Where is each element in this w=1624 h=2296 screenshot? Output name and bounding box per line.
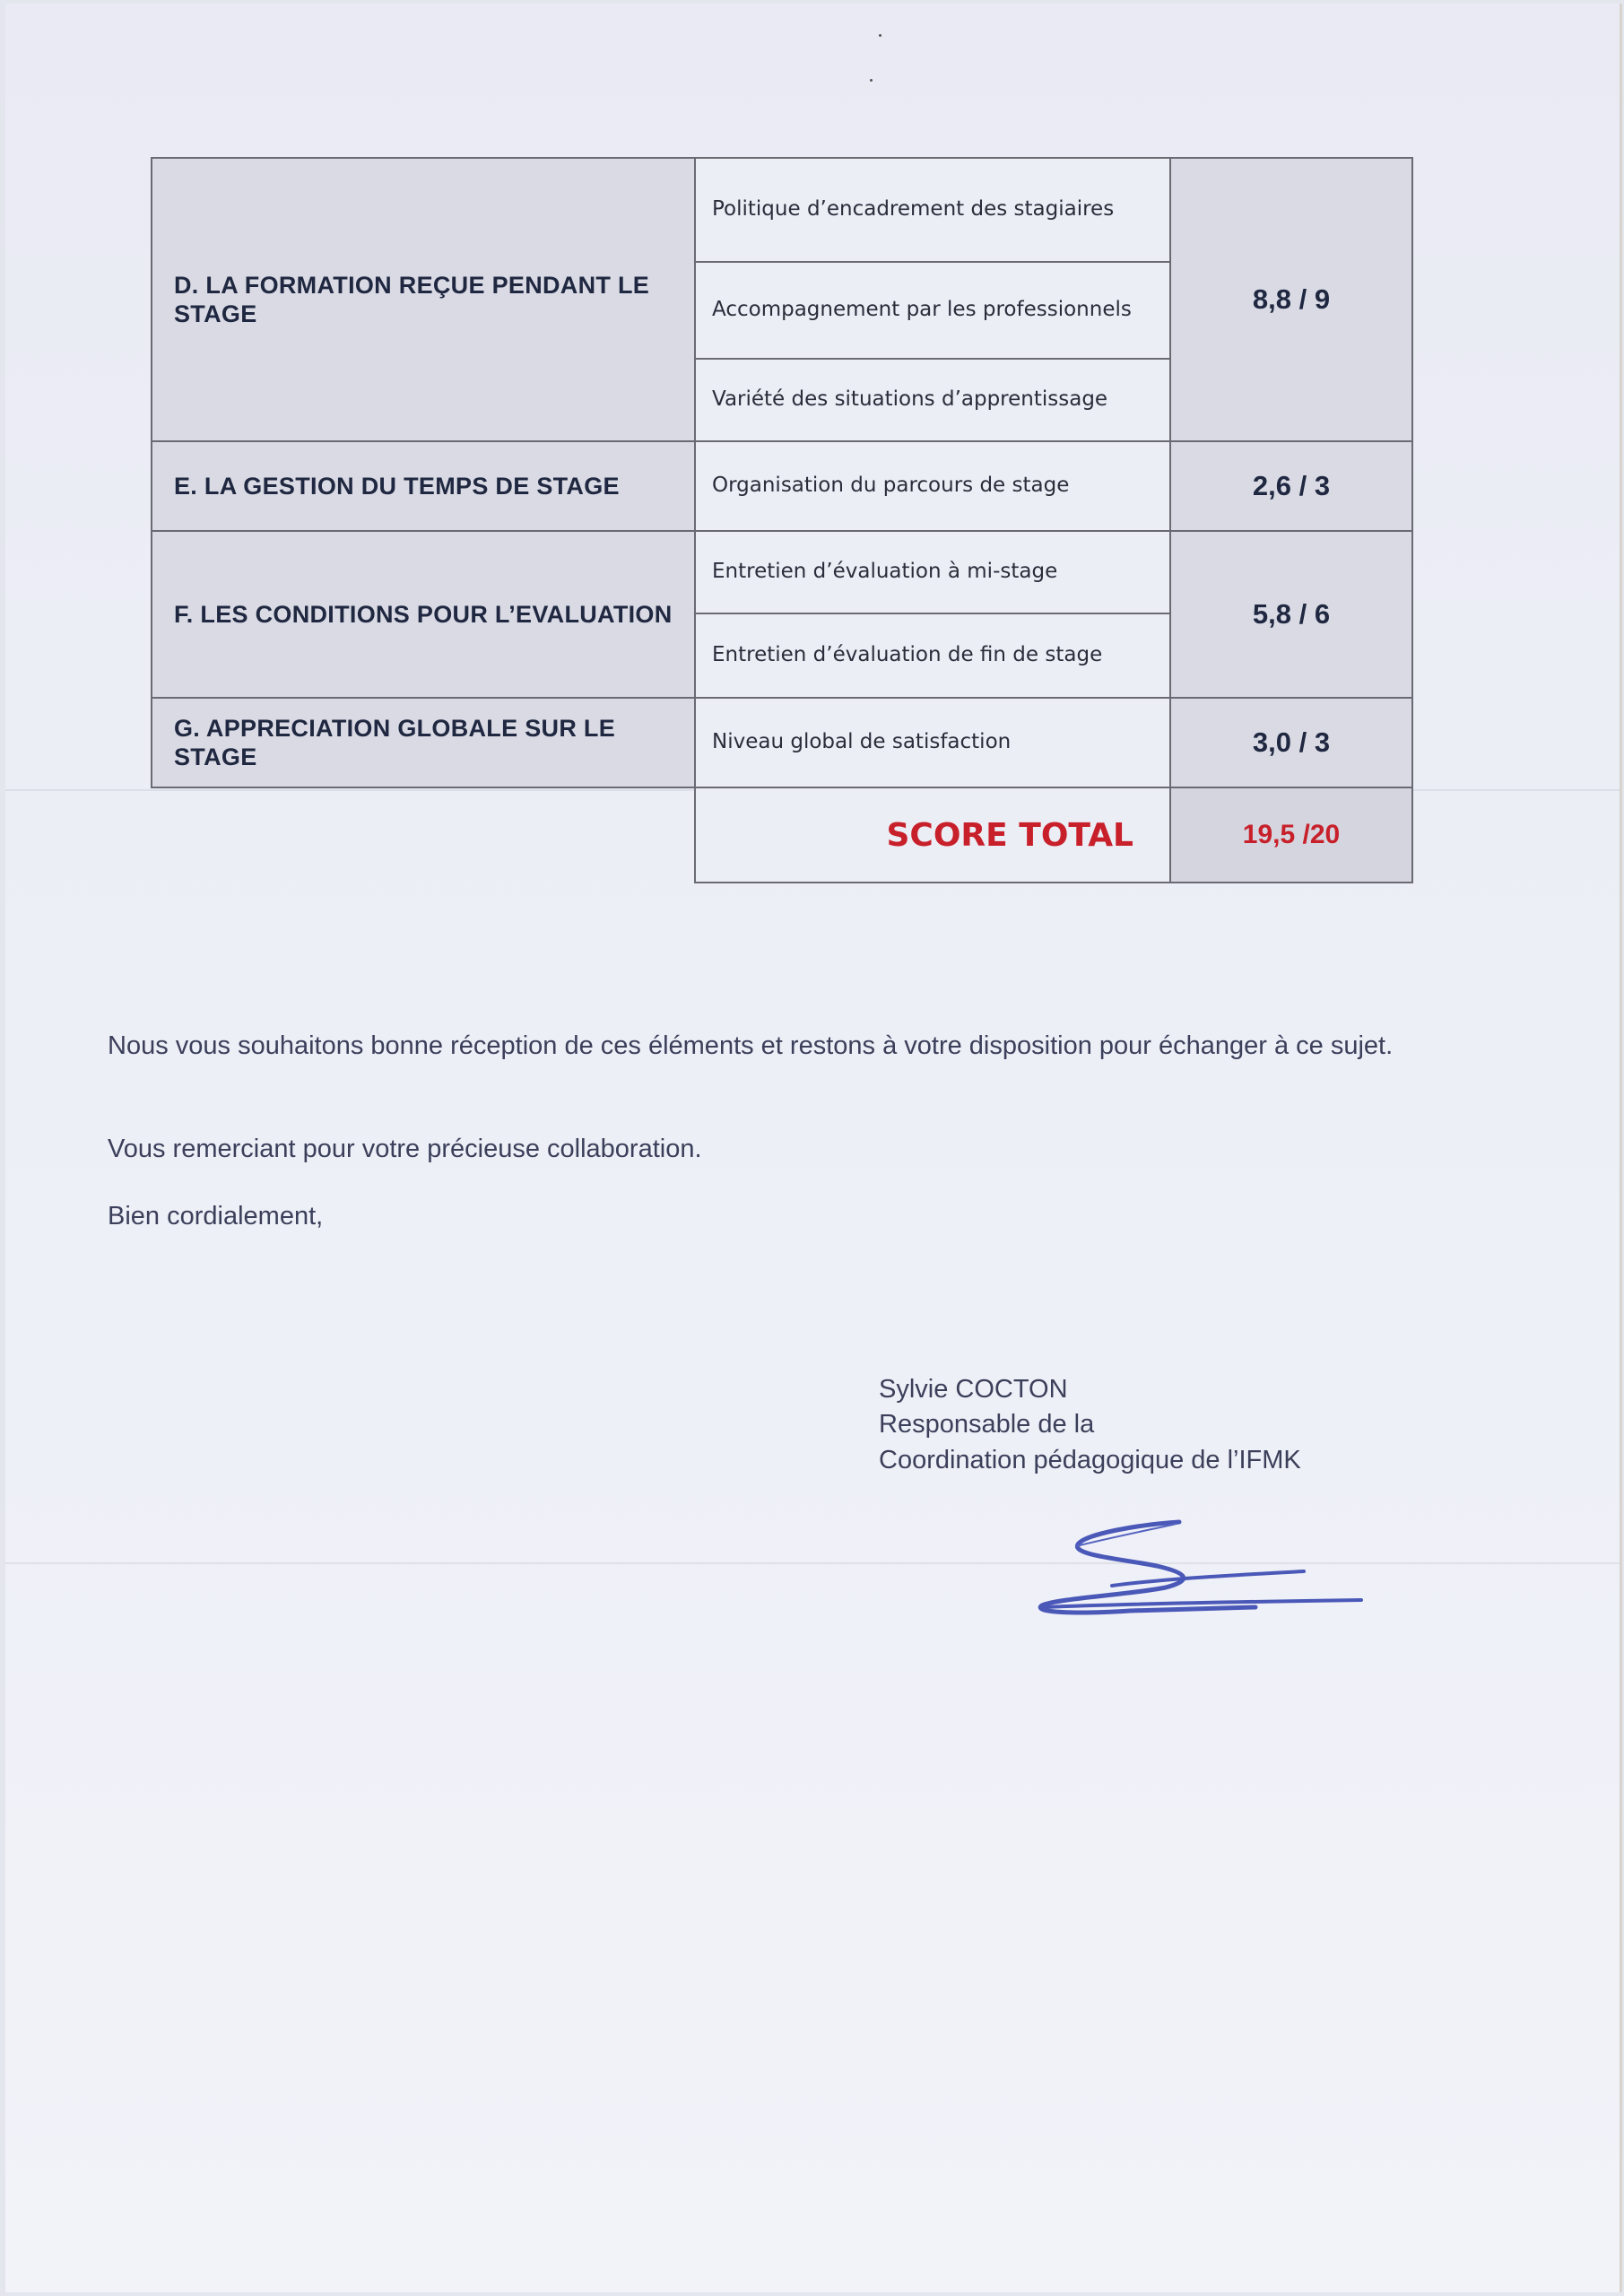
thanks-paragraph: Vous remerciant pour votre précieuse collaboration. xyxy=(108,1135,702,1163)
category-f xyxy=(152,531,695,698)
salutation: Bien cordialement, xyxy=(108,1202,324,1231)
score-e: 2,6 / 3 xyxy=(1170,441,1412,531)
criterion-label: Politique d’encadrement des stagiaires xyxy=(712,197,1115,222)
criterion-label: Organisation du parcours de stage xyxy=(712,474,1070,498)
criterion-label: Entretien d’évaluation de fin de stage xyxy=(712,643,1103,667)
paper-speck xyxy=(879,34,881,37)
table-row-e xyxy=(152,441,1412,531)
criterion-label: Entretien d’évaluation à mi-stage xyxy=(712,560,1058,584)
category-e-label: E. LA GESTION DU TEMPS DE STAGE xyxy=(174,472,620,500)
signatory-title-line1: Responsable de la xyxy=(879,1410,1095,1439)
handwritten-signature xyxy=(1022,1507,1381,1632)
criterion-label: Niveau global de satisfaction xyxy=(712,730,1012,754)
criterion-label: Accompagnement par les professionnels xyxy=(712,298,1132,322)
category-g-label: G. APPRECIATION GLOBALE SUR LE STAGE xyxy=(174,714,616,770)
signatory-title-line2: Coordination pédagogique de l’IFMK xyxy=(879,1445,1301,1474)
criterion-cell xyxy=(695,531,1170,613)
criterion-cell xyxy=(695,613,1170,698)
total-label: SCORE TOTAL xyxy=(695,787,1170,883)
total-score: 19,5 /20 xyxy=(1170,787,1412,883)
score-d: 8,8 / 9 xyxy=(1170,158,1412,441)
category-e xyxy=(152,441,695,531)
criterion-cell xyxy=(695,359,1170,441)
table-row-g xyxy=(152,698,1412,787)
signature-block xyxy=(879,1372,1301,1478)
category-g xyxy=(152,698,695,787)
table-row-d xyxy=(152,158,1412,262)
closing-paragraph: Nous vous souhaitons bonne réception de ces éléments et restons à votre disposition pour échanger à ce sujet. xyxy=(108,1031,1394,1060)
total-row xyxy=(152,787,1412,883)
criterion-cell xyxy=(695,158,1170,262)
category-d-label: D. LA FORMATION REÇUE PENDANT LE STAGE xyxy=(174,271,650,327)
paper-speck xyxy=(870,79,873,82)
total-spacer xyxy=(152,787,695,883)
criterion-cell xyxy=(695,262,1170,359)
signatory-name: Sylvie COCTON xyxy=(879,1375,1068,1404)
criterion-cell xyxy=(695,698,1170,787)
category-f-label: F. LES CONDITIONS POUR L’EVALUATION xyxy=(174,600,673,628)
evaluation-table xyxy=(151,157,1413,883)
criterion-label: Variété des situations d’apprentissage xyxy=(712,387,1108,412)
score-g: 3,0 / 3 xyxy=(1170,698,1412,787)
criterion-cell xyxy=(695,441,1170,531)
table-row-f xyxy=(152,531,1412,613)
score-f: 5,8 / 6 xyxy=(1170,531,1412,698)
category-d xyxy=(152,158,695,441)
